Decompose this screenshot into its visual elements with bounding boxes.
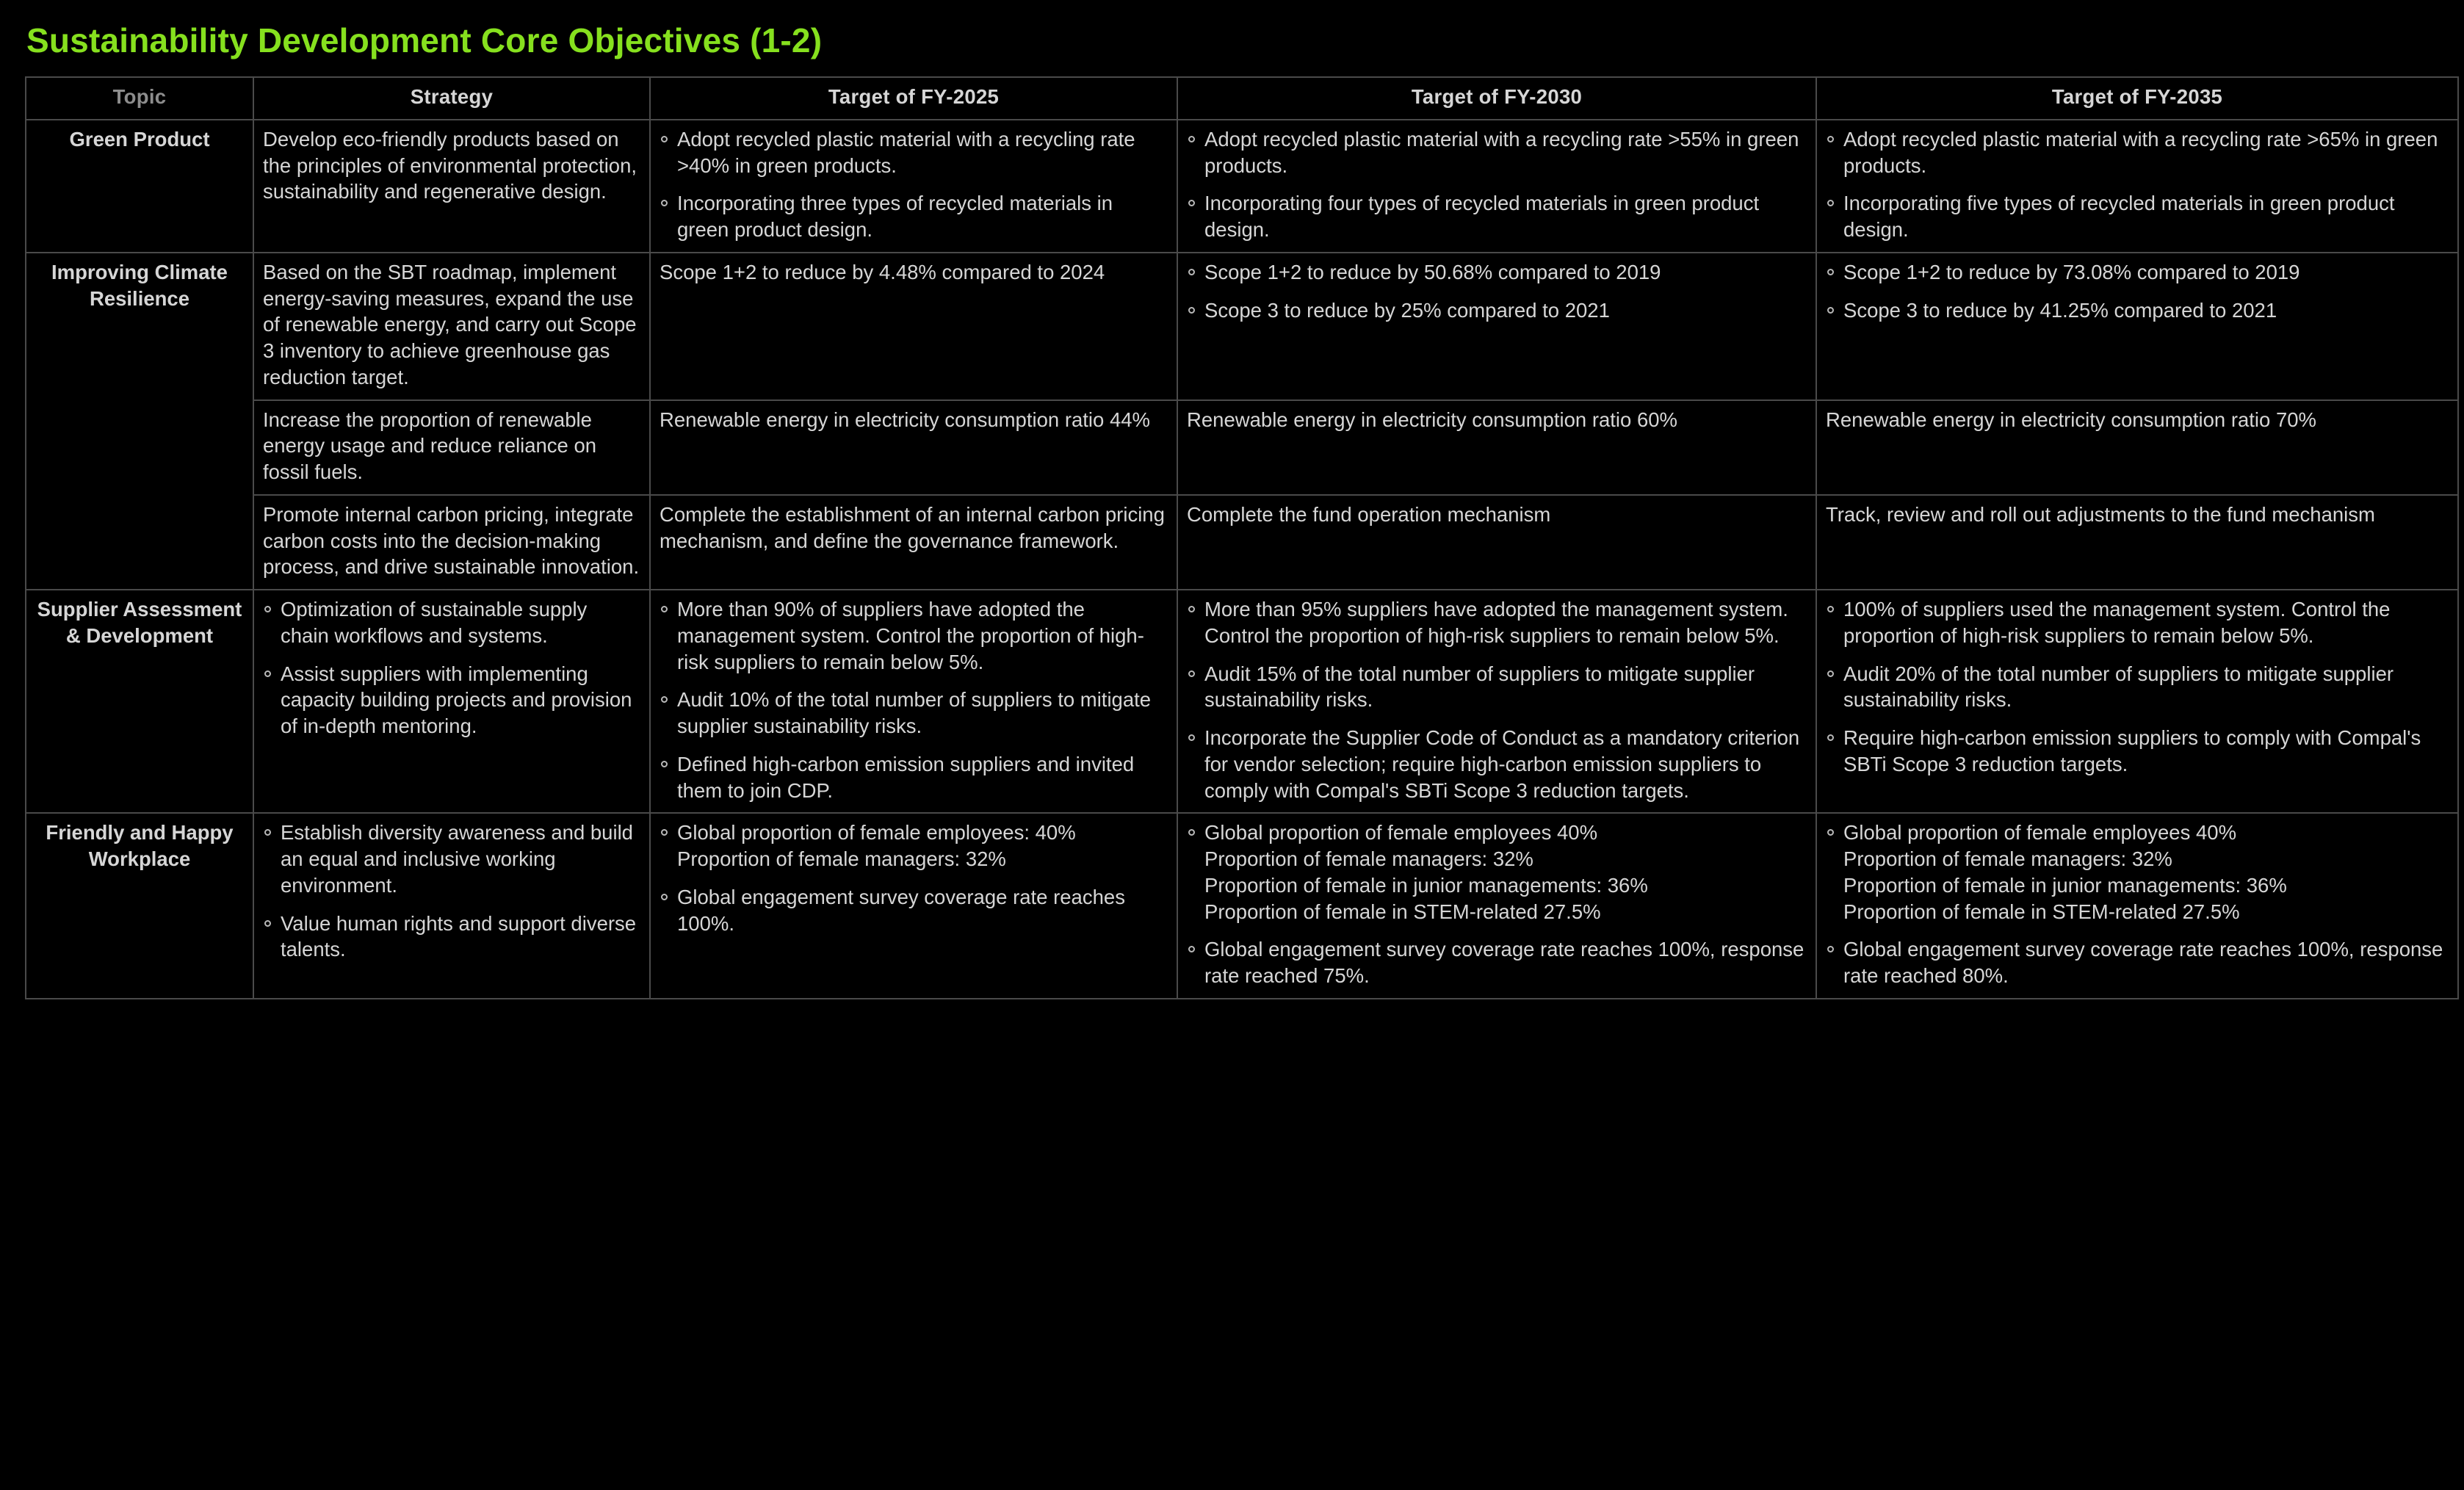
cell-text: Scope 1+2 to reduce by 4.48% compared to 2024	[660, 260, 1105, 283]
bullet-item: Scope 1+2 to reduce by 50.68% compared to 2019	[1187, 259, 1807, 286]
cell-text: Track, review and roll out adjustments to the fund mechanism	[1826, 502, 2375, 526]
table-header-row	[26, 77, 2458, 120]
bullet-item: Scope 3 to reduce by 41.25% compared to 2021	[1826, 297, 2449, 324]
bullet-item: Adopt recycled plastic material with a recycling rate >40% in green products.	[660, 126, 1168, 179]
table-row	[26, 400, 2458, 495]
cell-target-fy2030	[1177, 495, 1816, 590]
cell-target-fy2025	[650, 813, 1177, 999]
cell-text: Increase the proportion of renewable energy usage and reduce reliance on fossil fuels.	[263, 408, 597, 483]
bullet-item: Assist suppliers with implementing capacity building projects and provision of in-depth mentoring.	[263, 661, 640, 739]
bullet-item: Audit 20% of the total number of suppliers to mitigate supplier sustainability risks.	[1826, 661, 2449, 714]
bullet-item: Establish diversity awareness and build an equal and inclusive working environment.	[263, 820, 640, 898]
table-row	[26, 813, 2458, 999]
bullet-item: Incorporating three types of recycled materials in green product design.	[660, 190, 1168, 243]
topic-cell: Supplier Assessment & Development	[26, 590, 253, 813]
cell-target-fy2035	[1816, 120, 2458, 253]
table-header	[26, 77, 2458, 120]
table-row	[26, 590, 2458, 813]
bullet-list	[1826, 126, 2449, 243]
cell-target-fy2025	[650, 590, 1177, 813]
bullet-list	[660, 126, 1168, 243]
bullet-item: Defined high-carbon emission suppliers and invited them to join CDP.	[660, 751, 1168, 804]
bullet-list	[1187, 820, 1807, 989]
cell-target-fy2030	[1177, 590, 1816, 813]
cell-target-fy2035	[1816, 253, 2458, 400]
bullet-list	[660, 596, 1168, 803]
bullet-item: Audit 10% of the total number of suppliers to mitigate supplier sustainability risks.	[660, 687, 1168, 739]
bullet-list	[1187, 596, 1807, 803]
bullet-item: Scope 1+2 to reduce by 73.08% compared to 2019	[1826, 259, 2449, 286]
bullet-item: Global engagement survey coverage rate reaches 100%, response rate reached 75%.	[1187, 936, 1807, 989]
bullet-item: Audit 15% of the total number of suppliers to mitigate supplier sustainability risks.	[1187, 661, 1807, 714]
cell-strategy	[253, 590, 650, 813]
bullet-item: Global proportion of female employees 40% Proportion of female managers: 32% Proportion of female in junior managements: 36% Proportion of female in STEM-related 27.5%	[1826, 820, 2449, 925]
cell-target-fy2025	[650, 400, 1177, 495]
cell-target-fy2035	[1816, 400, 2458, 495]
bullet-list	[1187, 259, 1807, 324]
cell-text: Complete the fund operation mechanism	[1187, 502, 1551, 526]
cell-text: Renewable energy in electricity consumption ratio 60%	[1187, 408, 1677, 431]
bullet-item: Global engagement survey coverage rate reaches 100%.	[660, 884, 1168, 937]
cell-strategy	[253, 495, 650, 590]
cell-target-fy2025	[650, 253, 1177, 400]
bullet-item: Optimization of sustainable supply chain workflows and systems.	[263, 596, 640, 649]
topic-cell: Green Product	[26, 120, 253, 253]
bullet-list	[1826, 820, 2449, 989]
bullet-list	[660, 820, 1168, 936]
bullet-item: Require high-carbon emission suppliers to comply with Compal's SBTi Scope 3 reduction targets.	[1826, 725, 2449, 778]
cell-strategy	[253, 120, 650, 253]
page-title: Sustainability Development Core Objectives (1-2)	[26, 21, 823, 59]
bullet-list	[1826, 259, 2449, 324]
bullet-item: Global proportion of female employees: 40% Proportion of female managers: 32%	[660, 820, 1168, 872]
cell-text: Renewable energy in electricity consumption ratio 70%	[1826, 408, 2316, 431]
bullet-list	[1826, 596, 2449, 778]
column-header-strategy: Strategy	[253, 77, 650, 120]
cell-target-fy2030	[1177, 120, 1816, 253]
bullet-item: Global engagement survey coverage rate reaches 100%, response rate reached 80%.	[1826, 936, 2449, 989]
bullet-item: Incorporating four types of recycled materials in green product design.	[1187, 190, 1807, 243]
bullet-item: More than 95% suppliers have adopted the management system. Control the proportion of high-risk suppliers to remain below 5%.	[1187, 596, 1807, 649]
cell-strategy	[253, 400, 650, 495]
topic-cell: Improving Climate Resilience	[26, 253, 253, 590]
cell-text: Develop eco-friendly products based on the principles of environmental protection, sustainability and regenerative design.	[263, 127, 637, 203]
bullet-item: Adopt recycled plastic material with a recycling rate >65% in green products.	[1826, 126, 2449, 179]
bullet-item: More than 90% of suppliers have adopted the management system. Control the proportion of high-risk suppliers to remain below 5%.	[660, 596, 1168, 675]
cell-target-fy2030	[1177, 400, 1816, 495]
table-row	[26, 495, 2458, 590]
table-row	[26, 253, 2458, 400]
cell-text: Based on the SBT roadmap, implement energy-saving measures, expand the use of renewable energy, and carry out Scope 3 inventory to achieve greenhouse gas reduction target.	[263, 260, 637, 388]
table-body	[26, 120, 2458, 999]
table-row	[26, 120, 2458, 253]
objectives-table	[25, 76, 2459, 999]
cell-target-fy2035	[1816, 495, 2458, 590]
column-header-fy2025: Target of FY-2025	[650, 77, 1177, 120]
bullet-item: Adopt recycled plastic material with a recycling rate >55% in green products.	[1187, 126, 1807, 179]
cell-target-fy2025	[650, 120, 1177, 253]
topic-cell: Friendly and Happy Workplace	[26, 813, 253, 999]
cell-strategy	[253, 813, 650, 999]
cell-target-fy2035	[1816, 590, 2458, 813]
cell-text: Promote internal carbon pricing, integrate carbon costs into the decision-making process, and drive sustainable innovation.	[263, 502, 640, 579]
cell-text: Renewable energy in electricity consumption ratio 44%	[660, 408, 1150, 431]
cell-target-fy2025	[650, 495, 1177, 590]
bullet-list	[263, 596, 640, 739]
bullet-list	[263, 820, 640, 963]
cell-target-fy2030	[1177, 813, 1816, 999]
column-header-topic: Topic	[26, 77, 253, 120]
bullet-item: Value human rights and support diverse talents.	[263, 911, 640, 963]
bullet-item: Incorporating five types of recycled materials in green product design.	[1826, 190, 2449, 243]
cell-text: Complete the establishment of an internal carbon pricing mechanism, and define the governance framework.	[660, 502, 1165, 552]
cell-target-fy2035	[1816, 813, 2458, 999]
column-header-fy2030: Target of FY-2030	[1177, 77, 1816, 120]
bullet-item: Incorporate the Supplier Code of Conduct as a mandatory criterion for vendor selection; require high-carbon emission suppliers to comply with Compal's SBTi Scope 3 reduction targets.	[1187, 725, 1807, 803]
column-header-fy2035: Target of FY-2035	[1816, 77, 2458, 120]
bullet-item: Scope 3 to reduce by 25% compared to 2021	[1187, 297, 1807, 324]
bullet-item: Global proportion of female employees 40% Proportion of female managers: 32% Proportion of female in junior managements: 36% Proportion of female in STEM-related 27.5%	[1187, 820, 1807, 925]
cell-target-fy2030	[1177, 253, 1816, 400]
bullet-list	[1187, 126, 1807, 243]
cell-strategy	[253, 253, 650, 400]
bullet-item: 100% of suppliers used the management system. Control the proportion of high-risk suppliers to remain below 5%.	[1826, 596, 2449, 649]
